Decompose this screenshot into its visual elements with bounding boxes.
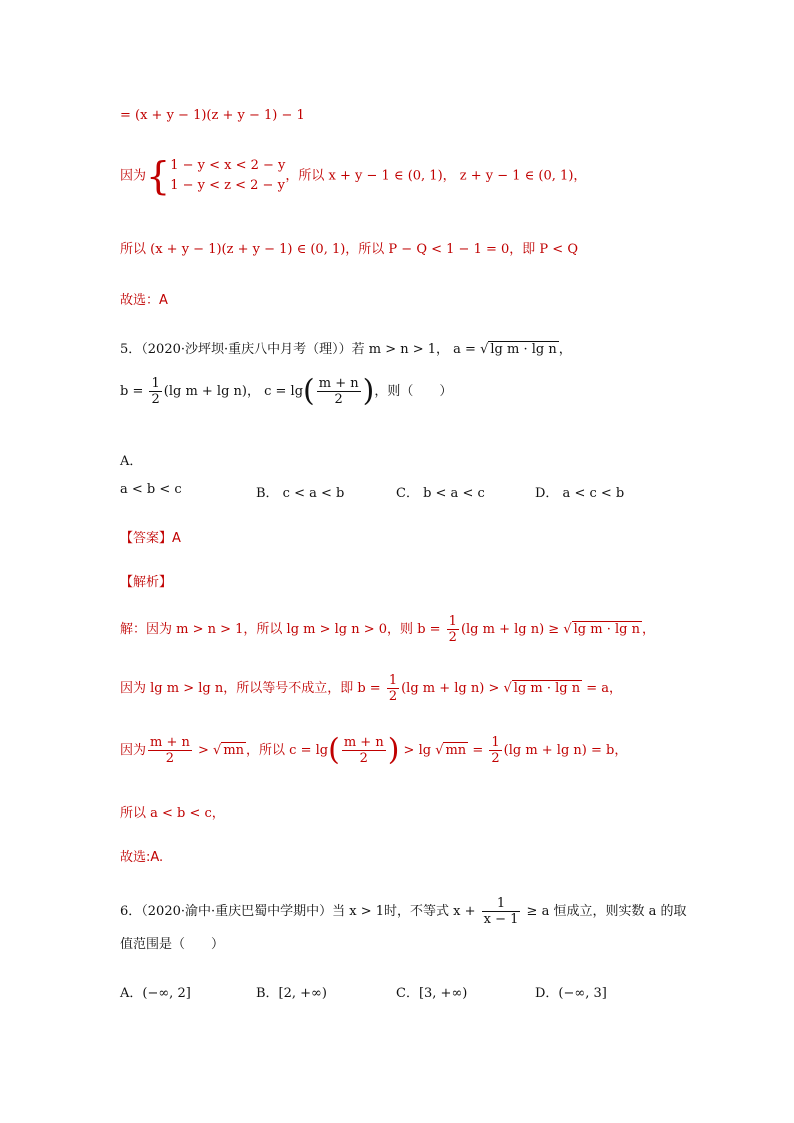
system-row-2: 1 − y < z < 2 − y xyxy=(170,178,285,193)
q5-half-num: 1 xyxy=(151,376,160,391)
q5-s1-half-num: 1 xyxy=(448,614,457,629)
q5-s1-end: ， xyxy=(641,622,655,637)
q5-comma: ， xyxy=(558,342,572,357)
q5-s3-lg: > lg xyxy=(399,743,436,758)
q5-s3-half-den: 2 xyxy=(491,751,500,766)
q5-solution-step4: 所以 a < b < c， xyxy=(120,806,225,821)
q5-s3-frac1-num: m + n xyxy=(150,735,190,750)
q5-s1-sqrt-radicand: lg m · lg n xyxy=(573,622,640,637)
q5-answer: 【答案】A xyxy=(120,531,181,546)
right-paren: ) xyxy=(362,373,375,409)
q5-s2-sqrt-radicand: lg m · lg n xyxy=(513,681,581,696)
q5-final-choice: 故选:A. xyxy=(120,850,164,865)
q6-option-a: A．(−∞, 2] xyxy=(120,986,191,1001)
q6-stem-line1 xyxy=(120,896,686,927)
q5-c-def: (lg m + lg n)， c = lg xyxy=(163,384,304,399)
previous-answer-choice: 故选：A xyxy=(120,293,168,308)
q5-s1-half-den: 2 xyxy=(448,630,457,645)
q6-stem-text: 6．（2020·渝中·重庆巴蜀中学期中）当 x > 1时，不等式 x + xyxy=(120,904,480,919)
q5-s3-sqrt2-radicand: mn xyxy=(445,743,467,758)
q5-half-den: 2 xyxy=(151,392,160,407)
q5-s1-half xyxy=(447,614,459,645)
q5-s1-text: 解：因为 m > n > 1，所以 lg m > lg n > 0，则 b = xyxy=(120,622,445,637)
left-paren: ( xyxy=(328,732,340,768)
q5-s1-mid: (lg m + lg n) ≥ xyxy=(460,622,564,637)
q5-s3-half xyxy=(489,735,501,766)
q5-s3-frac2-num: m + n xyxy=(343,735,384,750)
q5-solution-step1 xyxy=(120,614,655,645)
q5-sqrt-a: √ lg m · lg n xyxy=(480,342,557,357)
q5-option-a-text: a < b < c xyxy=(120,482,182,497)
q5-s3-text: 因为 xyxy=(120,743,147,758)
q5-stem-text: 5．（2020·沙坪坝·重庆八中月考（理））若 m > n > 1， a = xyxy=(120,342,481,357)
q5-s3-gt: > xyxy=(193,743,214,758)
q5-stem-line2 xyxy=(120,373,453,409)
solution-product-line: 所以 (x + y − 1)(z + y − 1) ∈ (0, 1)，所以 P − Q < 1 − 1 = 0，即 P < Q xyxy=(120,242,578,257)
q5-s2-half xyxy=(387,673,399,704)
q6-fraction-num: 1 xyxy=(482,896,521,912)
brace-symbol: { xyxy=(146,154,171,198)
q5-s3-frac1 xyxy=(148,735,192,766)
q6-stem-post: ≥ a 恒成立，则实数 a 的取 xyxy=(522,904,687,919)
q5-mn-den: 2 xyxy=(334,392,343,407)
q5-option-c: C． b < a < c xyxy=(396,486,485,501)
q5-solution-step2 xyxy=(120,673,622,704)
q5-stem-line1 xyxy=(120,338,572,357)
right-paren: ) xyxy=(387,732,400,768)
q5-mn-num: m + n xyxy=(318,376,359,391)
q6-fraction-den: x − 1 xyxy=(483,912,519,927)
q5-s3-end: (lg m + lg n) = b， xyxy=(503,743,628,758)
q5-s2-mid: (lg m + lg n) > xyxy=(401,681,504,696)
q6-option-b: B．[2, +∞) xyxy=(256,986,327,1001)
q5-s3-eq: = xyxy=(468,743,488,758)
q5-b-def: b = xyxy=(120,384,148,399)
q5-mn-fraction xyxy=(317,376,361,407)
q5-half-fraction xyxy=(149,376,161,407)
q6-option-c: C．[3, +∞) xyxy=(396,986,468,1001)
solution-equation-line: = (x + y − 1)(z + y − 1) − 1 xyxy=(120,108,305,123)
inequality-system xyxy=(170,156,285,196)
q5-tail: ，则（ ） xyxy=(374,384,453,399)
q6-fraction xyxy=(482,896,521,927)
q5-s3-frac2 xyxy=(342,735,386,766)
q5-solution-step3 xyxy=(120,732,628,768)
system-row-1: 1 − y < x < 2 − y xyxy=(170,158,286,173)
q6-stem-line2: 值范围是（ ） xyxy=(120,937,225,952)
q5-s3-mid: ，所以 c = lg xyxy=(246,743,329,758)
system-conclusion: ，所以 x + y − 1 ∈ (0, 1)， z + y − 1 ∈ (0, 1)， xyxy=(285,168,587,184)
q5-option-d: D． a < c < b xyxy=(535,486,625,501)
q5-analysis-heading: 【解析】 xyxy=(120,575,173,590)
q5-s2-end: = a， xyxy=(582,681,623,696)
because-label: 因为 xyxy=(120,168,147,184)
q5-s2-half-den: 2 xyxy=(388,689,398,704)
q5-s3-frac1-den: 2 xyxy=(165,751,175,766)
q5-s3-half-num: 1 xyxy=(491,735,500,750)
q5-option-b: B． c < a < b xyxy=(256,486,345,501)
q6-option-d: D．(−∞, 3] xyxy=(535,986,607,1001)
q5-s2-sqrt: √ lg m · lg n xyxy=(503,681,581,696)
left-paren: ( xyxy=(303,373,315,409)
q5-s3-sqrt1: √ mn xyxy=(213,743,245,758)
q5-s2-text: 因为 lg m > lg n，所以等号不成立，即 b = xyxy=(120,681,385,696)
q5-s1-sqrt: √ lg m · lg n xyxy=(563,622,640,637)
q5-s2-half-num: 1 xyxy=(388,673,398,688)
q5-s3-sqrt1-radicand: mn xyxy=(223,743,245,758)
q5-s3-frac2-den: 2 xyxy=(359,751,368,766)
q5-sqrt-a-radicand: lg m · lg n xyxy=(490,342,557,357)
q5-s3-sqrt2: √ mn xyxy=(435,743,467,758)
q5-option-a-label: A． xyxy=(120,454,143,469)
solution-system-line xyxy=(120,156,586,196)
